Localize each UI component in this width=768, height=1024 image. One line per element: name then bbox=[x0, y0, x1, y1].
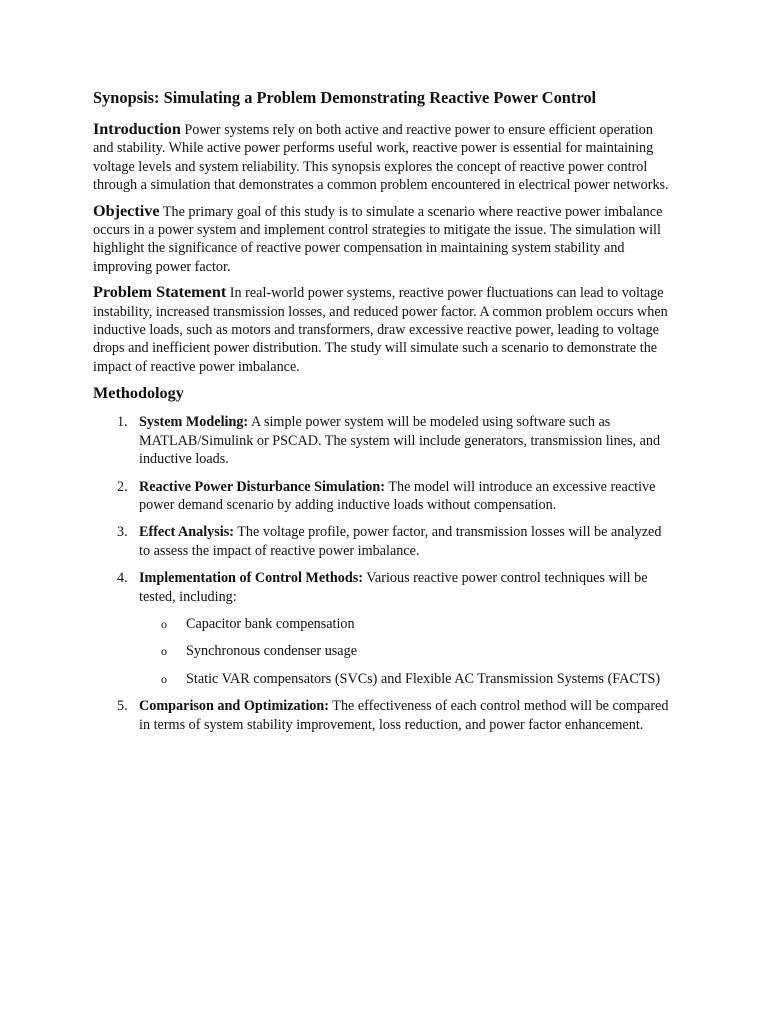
step-term: Effect Analysis: bbox=[139, 524, 234, 541]
problem-statement-heading: Problem Statement bbox=[93, 283, 227, 302]
step-term: Implementation of Control Methods: bbox=[139, 570, 363, 587]
methodology-step bbox=[93, 413, 675, 468]
step-number: 3. bbox=[117, 524, 128, 541]
step-text: The effectiveness of each control method will be compared in terms of system stability improvement, loss reduction, and power factor enhancement. bbox=[139, 698, 669, 733]
methodology-list bbox=[93, 413, 675, 734]
control-method-item bbox=[139, 615, 675, 633]
objective-paragraph bbox=[93, 202, 675, 277]
hollow-bullet-icon: o bbox=[161, 616, 167, 631]
control-method-item bbox=[139, 642, 675, 660]
control-methods-list bbox=[139, 615, 675, 688]
introduction-paragraph bbox=[93, 120, 675, 195]
step-number: 1. bbox=[117, 414, 128, 431]
problem-statement-text: In real-world power systems, reactive power fluctuations can lead to voltage instability, increased transmission losses, and reduced power factor. A common problem occurs when inductive loads, such as motors and transformers, draw excessive reactive power, leading to voltage drops and inefficient power distribution. The study will simulate such a scenario to demonstrate the impact of reactive power imbalance. bbox=[93, 285, 668, 375]
step-text: A simple power system will be modeled using software such as MATLAB/Simulink or PSCAD. The system will include generators, transmission lines, and inductive loads. bbox=[139, 414, 661, 468]
methodology-step bbox=[93, 478, 675, 515]
problem-statement-paragraph bbox=[93, 283, 675, 376]
methodology-step bbox=[93, 523, 675, 560]
step-number: 2. bbox=[117, 478, 128, 495]
step-number: 5. bbox=[117, 698, 128, 715]
methodology-step bbox=[93, 697, 675, 734]
introduction-heading: Introduction bbox=[93, 120, 181, 138]
hollow-bullet-icon: o bbox=[161, 644, 167, 659]
objective-heading: Objective bbox=[93, 201, 160, 220]
methodology-step bbox=[93, 569, 675, 688]
control-method-text: Capacitor bank compensation bbox=[186, 615, 355, 632]
step-text: Various reactive power control techniques will be tested, including: bbox=[139, 570, 648, 605]
document-title: Synopsis: Simulating a Problem Demonstrating Reactive Power Control bbox=[93, 88, 597, 107]
step-term: Reactive Power Disturbance Simulation: bbox=[139, 478, 386, 495]
step-text: The model will introduce an excessive reactive power demand scenario by adding inductive loads without compensation. bbox=[139, 478, 656, 513]
step-text: The voltage profile, power factor, and transmission losses will be analyzed to assess the impact of reactive power imbalance. bbox=[139, 524, 662, 559]
control-method-text: Static VAR compensators (SVCs) and Flexible AC Transmission Systems (FACTS) bbox=[186, 670, 661, 687]
objective-text: The primary goal of this study is to simulate a scenario where reactive power imbalance occurs in a power system and implement control strategies to mitigate the issue. The simulation will highlight the significance of reactive power compensation in maintaining system stability and improving power factor. bbox=[93, 203, 663, 275]
step-term: System Modeling: bbox=[139, 414, 249, 431]
control-method-text: Synchronous condenser usage bbox=[186, 643, 357, 660]
introduction-text: Power systems rely on both active and reactive power to ensure efficient operation and stability. While active power performs useful work, reactive power is essential for maintaining voltage levels and system reliability. This synopsis explores the concept of reactive power control through a simulation that demonstrates a common problem encountered in electrical power networks. bbox=[93, 122, 669, 194]
step-term: Comparison and Optimization: bbox=[139, 698, 329, 715]
step-number: 4. bbox=[117, 570, 128, 587]
control-method-item bbox=[139, 670, 675, 688]
methodology-heading: Methodology bbox=[93, 384, 184, 403]
hollow-bullet-icon: o bbox=[161, 671, 167, 686]
